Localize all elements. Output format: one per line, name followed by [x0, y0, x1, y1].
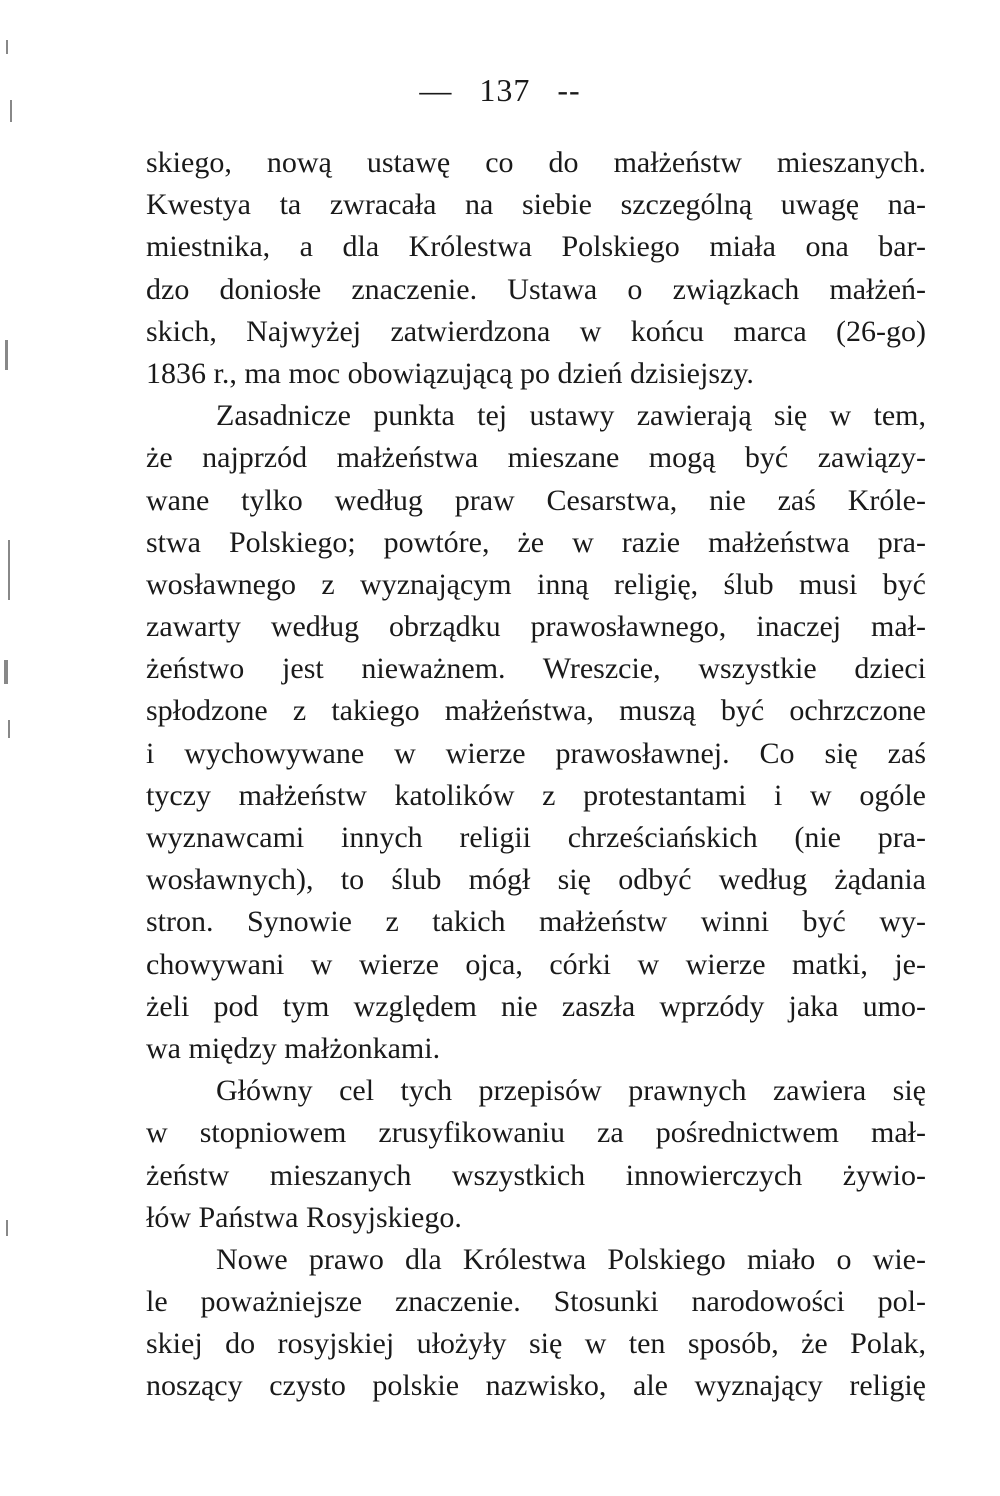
paragraph-1 [146, 142, 926, 395]
text-line: wa między małżonkami. [146, 1031, 441, 1065]
paragraph-4 [146, 1239, 926, 1408]
text-line: wosławnych), to ślub mógł się odbyć według żądania [146, 863, 926, 897]
text-line: le poważniejsze znaczenie. Stosunki narodowości pol- [146, 1285, 926, 1319]
text-line: wosławnego z wyznającym inną religię, ślub musi być [146, 567, 926, 601]
text-line: skiego, nową ustawę co do małżeństw mieszanych. [146, 146, 926, 179]
text-line: 1836 r., ma moc obowiązującą po dzień dzisiejszy. [146, 356, 754, 390]
text-line: spłodzone z takiego małżeństwa, muszą być ochrzczone [146, 694, 926, 728]
text-line: zawarty według obrządku prawosławnego, inaczej mał- [146, 610, 926, 644]
text-line: żeństw mieszanych wszystkich innowierczych żywio- [146, 1158, 926, 1192]
text-line: stron. Synowie z takich małżeństw winni być wy- [146, 905, 926, 939]
text-line: i wychowywane w wierze prawosławnej. Co się zaś [146, 736, 926, 770]
text-line: noszący czysto polskie nazwisko, ale wyznający religię [146, 1369, 926, 1403]
paragraph-3 [146, 1070, 926, 1239]
text-line: Główny cel tych przepisów prawnych zawiera się [216, 1074, 926, 1108]
text-line: tyczy małżeństw katolików z protestantami i w ogóle [146, 778, 926, 812]
text-line: miestnika, a dla Królestwa Polskiego miała ona bar- [146, 230, 926, 264]
text-line: wane tylko według praw Cesarstwa, nie zaś Króle- [146, 483, 926, 517]
paragraph-2 [146, 395, 926, 1070]
text-line: wyznawcami innych religii chrześciańskich (nie pra- [146, 821, 926, 854]
page-number: 137 [479, 72, 531, 108]
text-line: w stopniowem zrusyfikowaniu za pośrednictwem mał- [146, 1116, 926, 1150]
text-line: skiej do rosyjskiej ułożyły się w ten sposób, że Polak, [146, 1327, 926, 1361]
text-line: dzo doniosłe znaczenie. Ustawa o związkach małżeń- [146, 272, 926, 306]
body-text [146, 142, 926, 1408]
text-line: łów Państwa Rosyjskiego. [146, 1200, 462, 1234]
text-line: Nowe prawo dla Królestwa Polskiego miało o wie- [216, 1242, 926, 1276]
text-line: Kwestya ta zwracała na siebie szczególną uwagę na- [146, 188, 926, 222]
page-header [0, 72, 1000, 109]
text-line: skich, Najwyżej zatwierdzona w końcu marca (26-go) [146, 314, 926, 348]
left-margin-specks [0, 0, 30, 1496]
text-line: żeństwo jest nieważnem. Wreszcie, wszystkie dzieci [146, 652, 926, 686]
text-line: Zasadnicze punkta tej ustawy zawierają się w tem, [216, 399, 926, 433]
header-right-dash: -- [557, 72, 581, 108]
text-line: chowywani w wierze ojca, córki w wierze matki, je- [146, 947, 926, 981]
text-line: stwa Polskiego; powtóre, że w razie małżeństwa pra- [146, 525, 926, 559]
text-line: że najprzód małżeństwa mieszane mogą być zawiązy- [146, 441, 926, 475]
header-left-dash: — [419, 72, 453, 108]
text-line: żeli pod tym względem nie zaszła wprzódy jaka umo- [146, 989, 926, 1023]
